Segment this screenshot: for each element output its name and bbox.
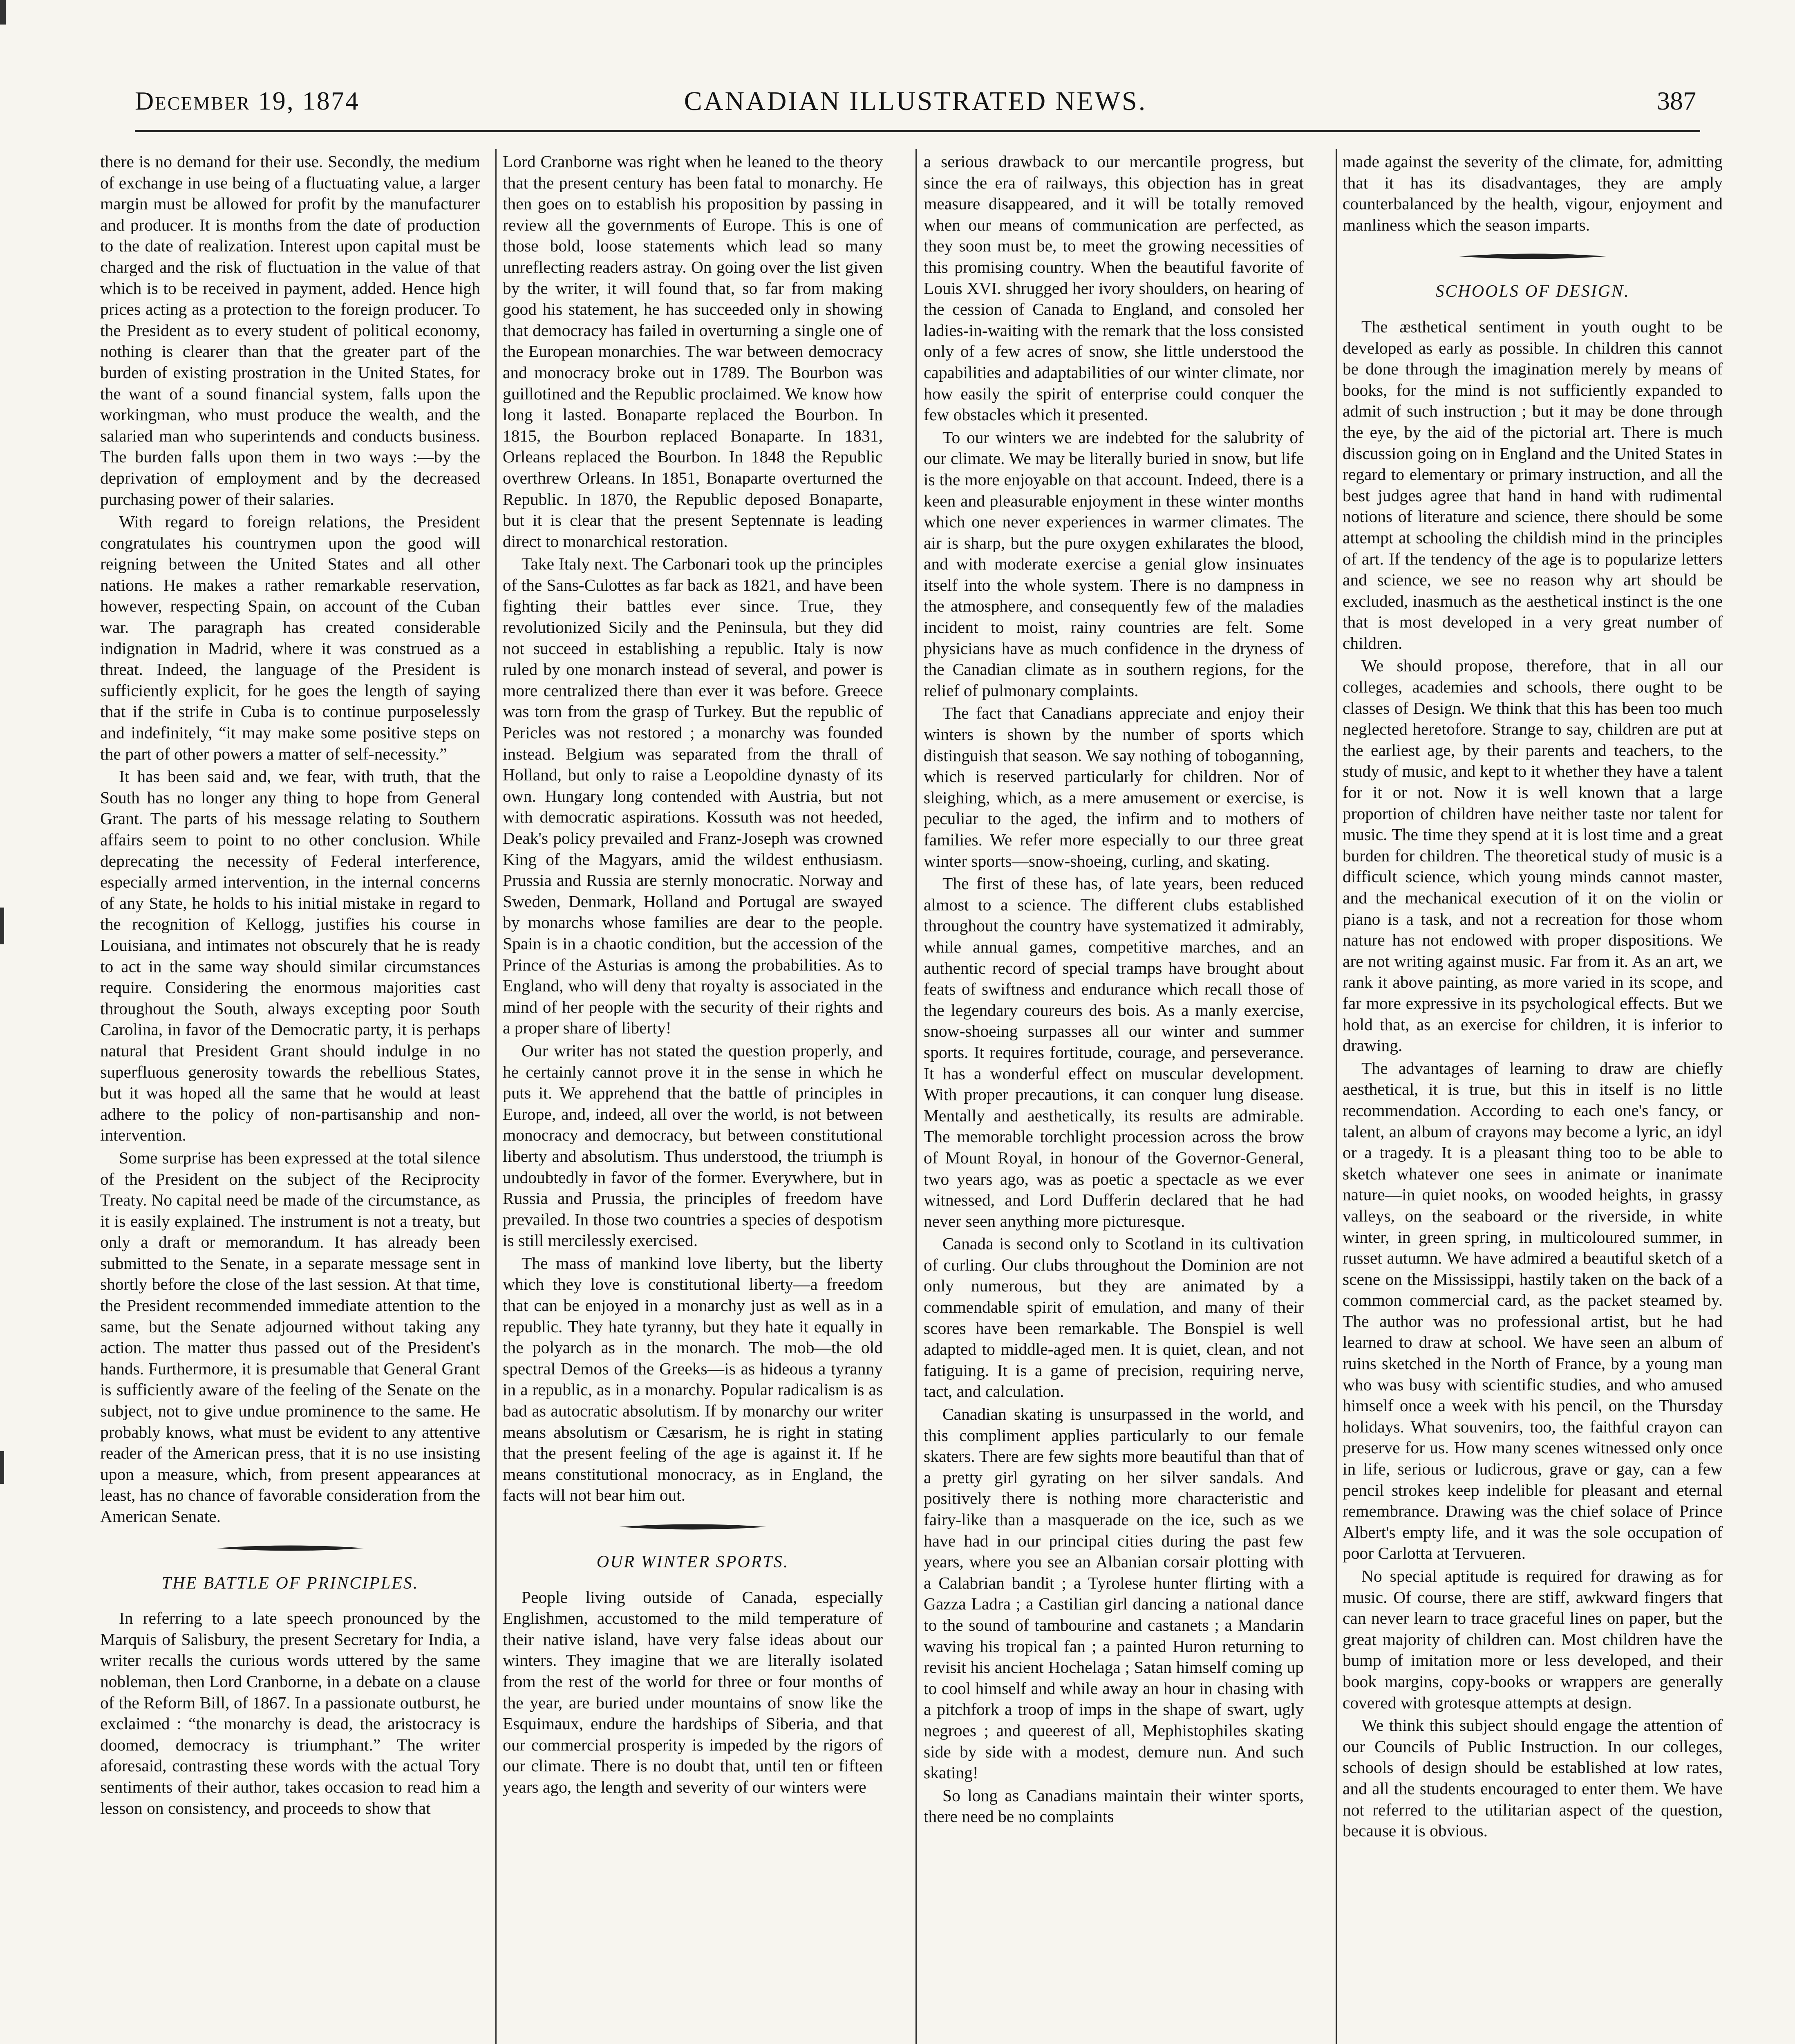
article-paragraph: Canadian skating is unsurpassed in the world, and this compliment applies particularly to our female skaters. There are few sights more beautiful than that of a pretty girl gyrating on her silver sandals. And positively there is nothing more characteristic and fairy-like than a masquerade on the ice, such as we have had in our principal cities during the past few years, where you see an Albanian corsair plotting with a Calabrian bandit ; a Tyrolese hunter flirting with a Gazza Ladra ; a Castilian girl dancing a national dance to the sound of tambourine and castanets ; a Mandarin waving his tropical fan ; a painted Huron returning to revisit his ancient Hochelaga ; Satan himself coming up to cool himself and while away an hour in chasing with a pitchfork a troop of imps in the shape of swart, ugly negroes ; and queerest of all, Mephistophiles skating side by side with a modest, demure nun. And such skating! <box>924 1405 1304 1782</box>
article-column-3 <box>924 151 1304 2044</box>
article-paragraph: Canada is second only to Scotland in its cultivation of curling. Our clubs throughout the Dominion are not only numerous, but they are animated by a commendable spirit of emulation, and many of their scores have been remarkable. The Bonspiel is well adapted to middle-aged men. It is quiet, clean, and not fatiguing. It is a game of precision, requiring nerve, tact, and calculation. <box>924 1234 1304 1401</box>
article-paragraph: The mass of mankind love liberty, but the liberty which they love is constitutional liberty—a freedom that can be enjoyed in a monarchy just as well as in a republic. They hate tyranny, but they hate it equally in the polyarch as in the monarch. The mob—the old spectral Demos of the Greeks—is as hideous a tyranny in a republic, as in a monarchy. Popular radicalism is as bad as autocratic absolutism. If by monarchy our writer means absolutism or Cæsarism, he is right in stating that the present feeling of the age is against it. If he means constitutional monocracy, as in England, the facts will not bear him out. <box>503 1253 883 1505</box>
article-column-1 <box>100 151 480 2044</box>
article-paragraph: The æsthetical sentiment in youth ought to be developed as early as possible. In children this cannot be done through the imagination merely by means of books, for the mind is not sufficiently expanded to admit of such instruction ; but it may be done through the eye, by the aid of the pictorial art. There is much discussion going on in England and the United States in regard to elementary or primary instruction, and all the best judges agree that hand in hand with rudimental notions of literature and science, there should be some attempt at schooling the childish mind in the principles of art. If the tendency of the age is to popularize letters and science, we see no reason why art should be excluded, inasmuch as the aesthetical instinct is the one that is most developed in a very great number of children. <box>1343 317 1723 652</box>
section-ornament-rule <box>619 1522 766 1531</box>
article-paragraph: The first of these has, of late years, been reduced almost to a science. The different clubs established throughout the country have systematized it admirably, while annual games, competitive marches, and an authentic record of special tramps have brought about feats of swiftness and endurance which recall those of the legendary coureurs des bois. As a manly exercise, snow-shoeing surpasses all our winter and summer sports. It requires fortitude, courage, and perseverance. It has a wonderful effect on muscular development. With proper precautions, it can conquer lung disease. Mentally and aesthetically, its results are admirable. The memorable torchlight procession across the brow of Mount Royal, in honour of the Governor-General, two years ago, was as poetic a spectacle as we ever witnessed, and Lord Dufferin declared that he had never seen anything more picturesque. <box>924 874 1304 1230</box>
section-heading: SCHOOLS OF DESIGN. <box>1435 282 1630 301</box>
article-paragraph: Our writer has not stated the question properly, and he certainly cannot prove it in the sense in which he puts it. We apprehend that the battle of principles in Europe, and, indeed, all over the world, is not between monocracy and democracy, but between constitutional liberty and absolutism. Thus understood, the triumph is undoubtedly in favor of the former. Everywhere, but in Russia and Prussia, the principles of freedom have prevailed. In those two countries a species of despotism is still mercilessly exercised. <box>503 1041 883 1250</box>
article-paragraph: No special aptitude is required for drawing as for music. Of course, there are stiff, awkward fingers that can never learn to trace graceful lines on paper, but the great majority of children can. Most children have the bump of imitation more or less developed, and their book margins, copy-books or wrappers are generally covered with grotesque attempts at design. <box>1343 1567 1723 1712</box>
article-paragraph: People living outside of Canada, especially Englishmen, accustomed to the mild temperature of their native island, have very false ideas about our winters. They imagine that we are literally isolated from the rest of the world for three or four months of the year, are buried under mountains of snow like the Esquimaux, endure the hardships of Siberia, and that our commercial prosperity is impeded by the rigors of our climate. There is no doubt that, until ten or fifteen years ago, the length and severity of our winters were <box>503 1587 883 1796</box>
column-divider <box>1336 149 1337 2044</box>
article-paragraph: We think this subject should engage the attention of our Councils of Public Instruction. In our colleges, schools of design should be established at low rates, and all the students encouraged to enter them. We have not referred to the utilitarian aspect of the question, because it is obvious. <box>1343 1716 1723 1840</box>
article-paragraph: To our winters we are indebted for the salubrity of our climate. We may be literally buried in snow, but life is the more enjoyable on that account. Indeed, there is a keen and pleasurable enjoyment in these winter months which one never experiences in warmer climates. The air is sharp, but the pure oxygen exhilarates the blood, and with moderate exercise a genial glow insinuates itself into the whole system. There is no dampness in the atmosphere, and consequently few of the maladies incident to moist, rainy countries are felt. Some physicians have as much confidence in the dryness of the Canadian climate as in southern regions, for the relief of pulmonary complaints. <box>924 428 1304 700</box>
article-paragraph: Take Italy next. The Carbonari took up the principles of the Sans-Culottes as far back as 1821, and have been fighting their battles ever since. True, they revolutionized Sicily and the Peninsula, but they did not succeed in establishing a republic. Italy is now ruled by one monarch instead of several, and power is more centralized there than ever it was before. Greece was torn from the grasp of Turkey. But the republic of Pericles was not restored ; a monarchy was founded instead. Belgium was separated from the thrall of Holland, but only to raise a Leopoldine dynasty of its own. Hungary long contended with Austria, but not with democratic aspirations. Kossuth was not heeded, Deak's policy prevailed and Franz-Joseph was crowned King of the Magyars, amid the wildest enthusiasm. Prussia and Russia are sternly monocratic. Norway and Sweden, Denmark, Holland and Portugal are swayed by monarchs whose families are dear to the people. Spain is in a chaotic condition, but the accession of the Prince of the Asturias is among the probabilities. As to England, who will deny that royalty is associated in the mind of her people with the security of their rights and a proper share of liberty! <box>503 554 883 1038</box>
article-paragraph: With regard to foreign relations, the President congratulates his countrymen upon the good will reigning between the United States and all other nations. He makes a rather remarkable reservation, however, respecting Spain, on account of the Cuban war. The paragraph has created considerable indignation in Madrid, where it was construed as a threat. Indeed, the language of the President is sufficiently explicit, for he goes the length of saying that if the strife in Cuba is to continue purposelessly and indefinitely, “it may make some positive steps on the part of other powers a matter of self-necessity.” <box>100 512 480 763</box>
column-divider <box>495 149 497 2044</box>
article-column-2 <box>503 151 883 2044</box>
article-paragraph: In referring to a late speech pronounced by the Marquis of Salisbury, the present Secretary for India, a writer recalls the curious words uttered by the same nobleman, then Lord Cranborne, in a debate on a clause of the Reform Bill, of 1867. In a passionate outburst, he exclaimed : “the monarchy is dead, the aristocracy is doomed, democracy is triumphant.” The writer aforesaid, contrasting these words with the actual Tory sentiments of their author, takes occasion to read him a lesson on consistency, and proceeds to show that <box>100 1609 480 1818</box>
article-paragraph: It has been said and, we fear, with truth, that the South has no longer any thing to hope from General Grant. The parts of his message relating to Southern affairs seem to point to no other conclusion. While deprecating the necessity of Federal interference, especially armed intervention, in the internal concerns of any State, he holds to his initial mistake in regard to the recognition of Kellogg, justifies his course in Louisiana, and intimates not obscurely that he is ready to act in the same way should similar circumstances require. Considering the enormous majorities cast throughout the South, always excepting poor South Carolina, in favor of the Democratic party, it is perhaps natural that President Grant should indulge in no superfluous generosity towards the rebellious States, but it was hoped all the same that he would at least adhere to the policy of non-partisanship and non-intervention. <box>100 767 480 1145</box>
article-paragraph: The advantages of learning to draw are chiefly aesthetical, it is true, but this in itself is no little recommendation. According to each one's fancy, or talent, an album of crayons may become a lyric, an idyl or a tragedy. It is a pleasant thing too to be able to sketch whatever one sees in animate or inanimate nature—in quiet nooks, on wooded heights, in grassy valleys, on the seaboard or the riverside, in white winter, in green spring, in multicoloured summer, in russet autumn. We have admired a beautiful sketch of a scene on the Mississippi, hastily taken on the back of a common commercial card, as the packet steamed by. The author was no professional artist, but he had learned to draw at school. We have seen an album of ruins sketched in the North of France, by a young man who was busy with scientific studies, and who amused himself once a week with his pencil, on the Thursday holidays. What souvenirs, too, the faithful crayon can preserve for us. How many scenes witnessed only once in life, serious or ludicrous, grave or gay, can a few pencil strokes keep indelible for pleasant and eternal remembrance. Drawing was the chief solace of Prince Albert's empty life, and it was the sole occupation of poor Carlotta at Tervueren. <box>1343 1058 1723 1563</box>
publication-title: CANADIAN ILLUSTRATED NEWS. <box>684 86 1147 116</box>
scan-edge-mark <box>0 0 6 25</box>
header-rule <box>135 130 1700 132</box>
article-paragraph: So long as Canadians maintain their winter sports, there need be no complaints <box>924 1786 1304 1826</box>
article-paragraph: made against the severity of the climate, for, admitting that it has its disadvantages, they are amply counterbalanced by the health, vigour, enjoyment and manliness which the season imparts. <box>1343 152 1723 234</box>
article-paragraph: Lord Cranborne was right when he leaned to the theory that the present century has been fatal to monarchy. He then goes on to establish his proposition by passing in review all the governments of Europe. This is one of those bold, loose statements which lead so many unreflecting readers astray. On going over the list given by the writer, it will found that, so far from making good his statement, he has succeeded only in showing that democracy has failed in overturning a single one of the European monarchies. The war between democracy and monocracy broke out in 1789. The Bourbon was guillotined and the Republic proclaimed. We know how long it lasted. Bonaparte replaced the Bourbon. In 1815, the Bourbon replaced Bonaparte. In 1831, Orleans replaced the Bourbon. In 1848 the Republic overthrew Orleans. In 1851, Bonaparte overturned the Republic. In 1870, the Republic deposed Bonaparte, but it is clear that the present Septennate is leading direct to monarchical restoration. <box>503 152 883 551</box>
scan-edge-mark <box>0 908 4 944</box>
article-column-4 <box>1343 151 1723 2044</box>
article-paragraph: Some surprise has been expressed at the total silence of the President on the subject of the Reciprocity Treaty. No capital need be made of the circumstance, as it is easily explained. The instrument is not a treaty, but only a draft or memorandum. It has already been submitted to the Senate, in a separate message sent in shortly before the close of the last session. At that time, the President recommended immediate attention to the same, but the Senate adjourned without taking any action. The matter thus passed out of the President's hands. Furthermore, it is presumable that General Grant is sufficiently aware of the feeling of the Senate on the subject, not to give undue prominence to the same. He probably knows, what must be evident to any attentive reader of the American press, that it is no use insisting upon a measure, which, from present appearances at least, has no chance of favorable consideration from the American Senate. <box>100 1148 480 1526</box>
section-heading: OUR WINTER SPORTS. <box>596 1553 789 1571</box>
section-ornament-rule <box>1459 252 1606 261</box>
issue-date: December 19, 1874 <box>135 86 360 115</box>
article-paragraph: there is no demand for their use. Secondly, the medium of exchange in use being of a fluctuating value, a larger margin must be allowed for profit by the manufacturer and producer. It is months from the date of production to the date of realization. Interest upon capital must be charged and the risk of fluctuation in the value of that which is to be received in payment, added. Hence high prices acting as a protection to the foreign producer. To the President as to every student of political economy, nothing is clearer than that the greater part of the burden of existing prostration in the United States, for the want of a sound financial system, falls upon the workingman, who must produce the wealth, and the salaried man who superintends and conducts business. The burden falls upon them in two ways :—by the deprivation of employment and by the decreased purchasing power of their salaries. <box>100 152 480 509</box>
column-divider <box>915 149 917 2044</box>
section-heading: THE BATTLE OF PRINCIPLES. <box>161 1573 419 1593</box>
scan-edge-mark <box>0 1451 4 1484</box>
page-number: 387 <box>1657 86 1696 115</box>
section-ornament-rule <box>217 1544 364 1553</box>
page-header <box>135 82 1696 127</box>
article-paragraph: The fact that Canadians appreciate and enjoy their winters is shown by the number of sports which distinguish that season. We say nothing of toboganning, which is reserved particularly for children. Nor of sleighing, which, as a mere amusement or exercise, is peculiar to the aged, the infirm and to mothers of families. We refer more especially to our three great winter sports—snow-shoeing, curling, and skating. <box>924 704 1304 870</box>
article-paragraph: We should propose, therefore, that in all our colleges, academies and schools, there ought to be classes of Design. We think that this has been too much neglected heretofore. Strange to say, children are put at the earliest age, by their parents and teachers, to the study of music, and kept to it whether they have a talent for it or not. Now it is well known that a large proportion of children have neither taste nor talent for music. The time they spend at it is lost time and a great burden for children. The theoretical study of music is a difficult science, which young minds cannot master, and the mechanical execution of it on the violin or piano is a task, and not a recreation for those whom nature has not endowed with proper dispositions. We are not writing against music. Far from it. As an art, we rank it above painting, as more varied in its scope, and far more expressive in its psychological effects. But we hold that, as an exercise for children, it is inferior to drawing. <box>1343 656 1723 1055</box>
article-paragraph: a serious drawback to our mercantile progress, but since the era of railways, this objection has in great measure disappeared, and it will be totally removed when our means of communication are perfected, as they soon must be, to meet the growing necessities of this promising country. When the beautiful favorite of Louis XVI. shrugged her ivory shoulders, on hearing of the cession of Canada to England, and consoled her ladies-in-waiting with the remark that the loss consisted only of a few acres of snow, she little understood the capabilities and adaptabilities of our winter climate, nor how easily the spirit of enterprise could conquer the few obstacles which it presented. <box>924 152 1304 424</box>
